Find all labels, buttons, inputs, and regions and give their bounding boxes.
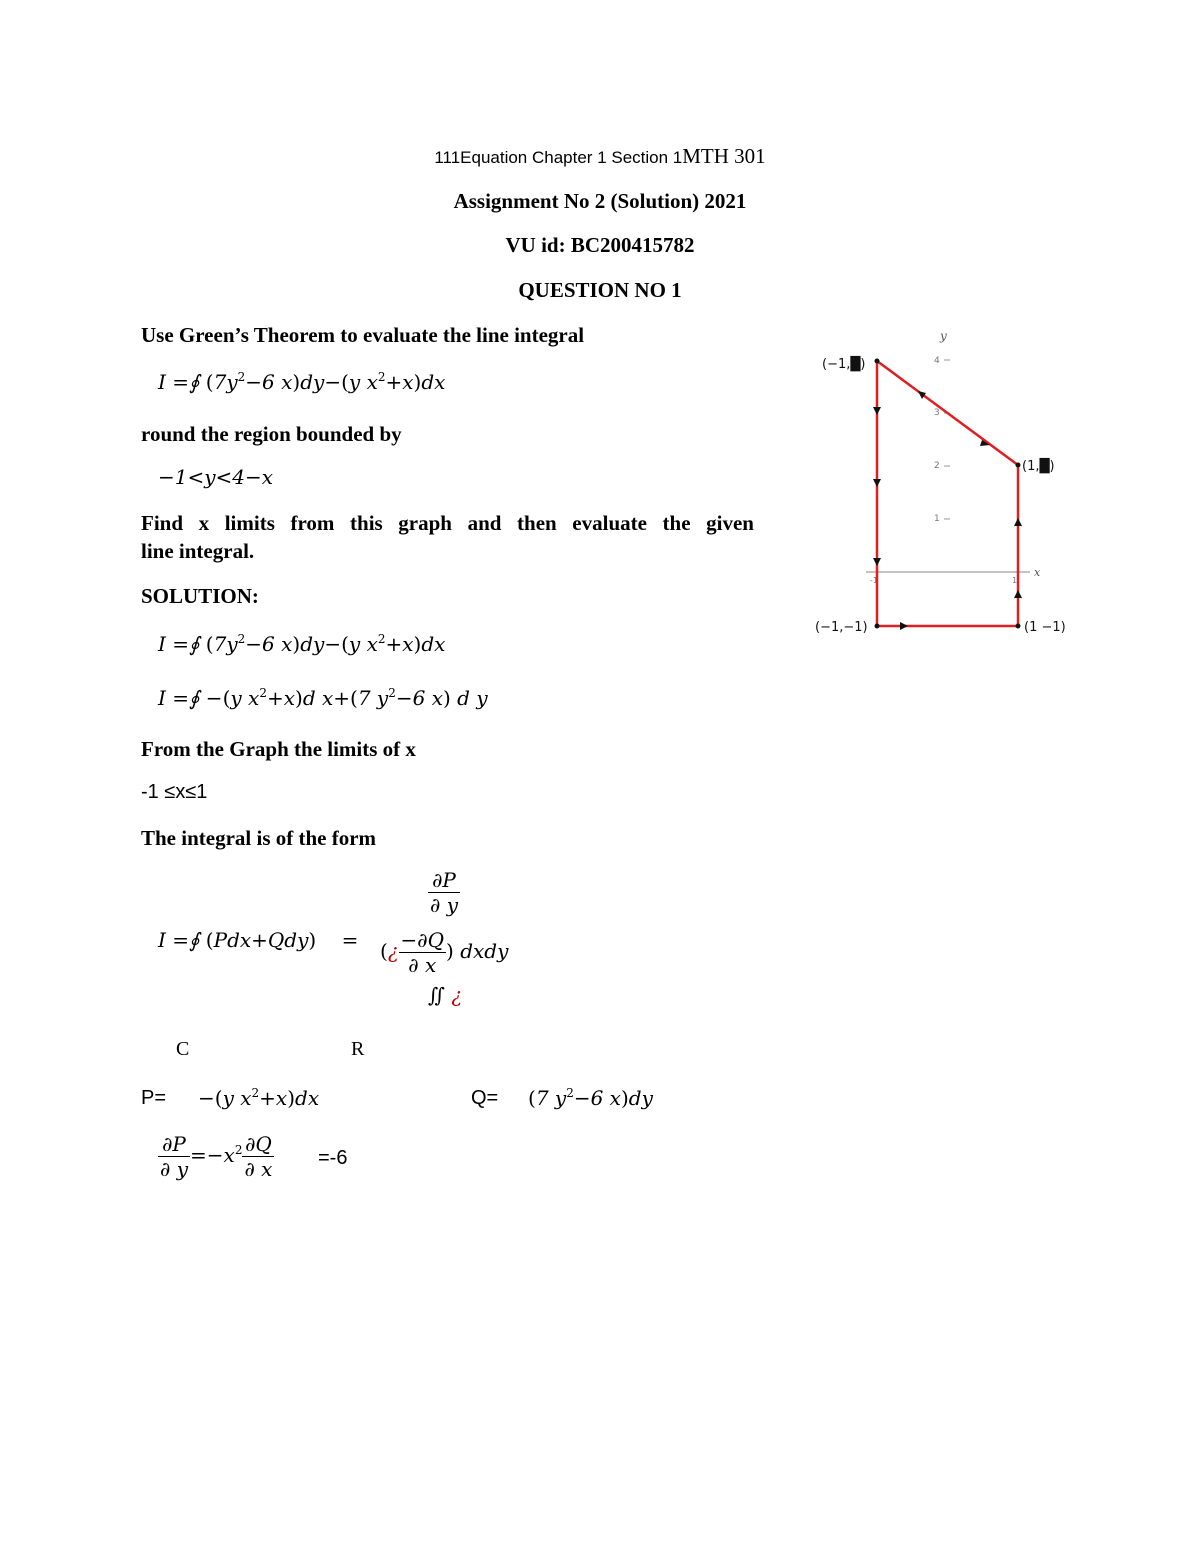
assignment-title: Assignment No 2 (Solution) 2021 [453,189,747,213]
r-label: R [351,1038,365,1060]
direction-arrows [873,391,1022,630]
q-expression: (7 $y^2-6$ x)dy [528,1086,653,1110]
vertex-label-right-mid: (1,█) [1022,459,1055,474]
form-label: The integral is of the form [141,826,377,850]
question-prompt: Use Green’s Theorem to evaluate the line integral [141,323,585,347]
vertex-label-bottom-left: (−1,−1) [815,620,868,635]
y-tick-1: 1 [934,514,940,524]
line-integral-formula: I =∮ ($7y^2-6$ x)dy−(y $x^2+x)dx$ [158,370,446,394]
vu-id: VU id: BC200415782 [505,233,695,257]
instruction-line-2: line integral. [141,539,255,563]
solution-label: SOLUTION: [141,584,259,608]
dp-dy-fraction-top: $\frac{\partial P}{\partial y}$ [430,868,458,917]
vertex-label-bottom-right: (1 −1) [1024,620,1066,635]
greens-form-lhs: I =∮ (Pdx+Qdy) = [158,928,359,952]
y-tick-2: 2 [934,461,940,471]
double-integral: ∬ ¿ [428,983,463,1007]
x-tick-neg1: -1 [870,576,878,585]
c-label: C [176,1038,190,1060]
region-label: round the region bounded by [141,422,402,446]
p-expression: −(y $x^2+x)dx$ [198,1086,320,1110]
region-boundary [877,361,1018,626]
limits-label: From the Graph the limits of x [141,737,416,761]
y-tick-4: 4 [934,356,940,366]
header-course-line [0,144,1200,169]
x-axis-label: x [1034,566,1041,579]
question-heading: QUESTION NO 1 [518,278,682,302]
region-inequality: −1<y<4−x [158,465,274,489]
greens-form-rhs: (¿ $\frac{-\partial Q}{\partial x}$ ) dxdy [380,928,509,977]
equation-tag: 111Equation Chapter 1 Section 1 [434,148,683,167]
p-label: P= [141,1087,167,1109]
x-tick-1: 1 [1012,576,1018,585]
course-code: MTH 301 [682,144,766,168]
solution-formula-1: I =∮ ($7y^2-6$ x)dy−(y $x^2+x)dx$ [158,632,446,656]
dq-dx-value: =-6 [318,1147,348,1169]
vertex-label-top-left: (−1,█) [822,357,866,372]
solution-formula-2: I =∮ −(y $x^2+x)d$ x+(7 $y^2-6$ x) d y [158,686,488,710]
q-label: Q= [471,1087,499,1109]
limits-value: -1 ≤x≤1 [141,781,208,803]
instruction-line-1: Find x limits from this graph and then evaluate the given [141,511,754,535]
y-tick-3: 3 [934,408,940,418]
y-axis-label: y [940,329,947,343]
region-graph [810,325,1080,645]
partial-derivatives: $\frac{\partial P}{\partial y}$ $=-x^2$ $\frac{\partial Q}{\partial x}$ [160,1132,273,1181]
